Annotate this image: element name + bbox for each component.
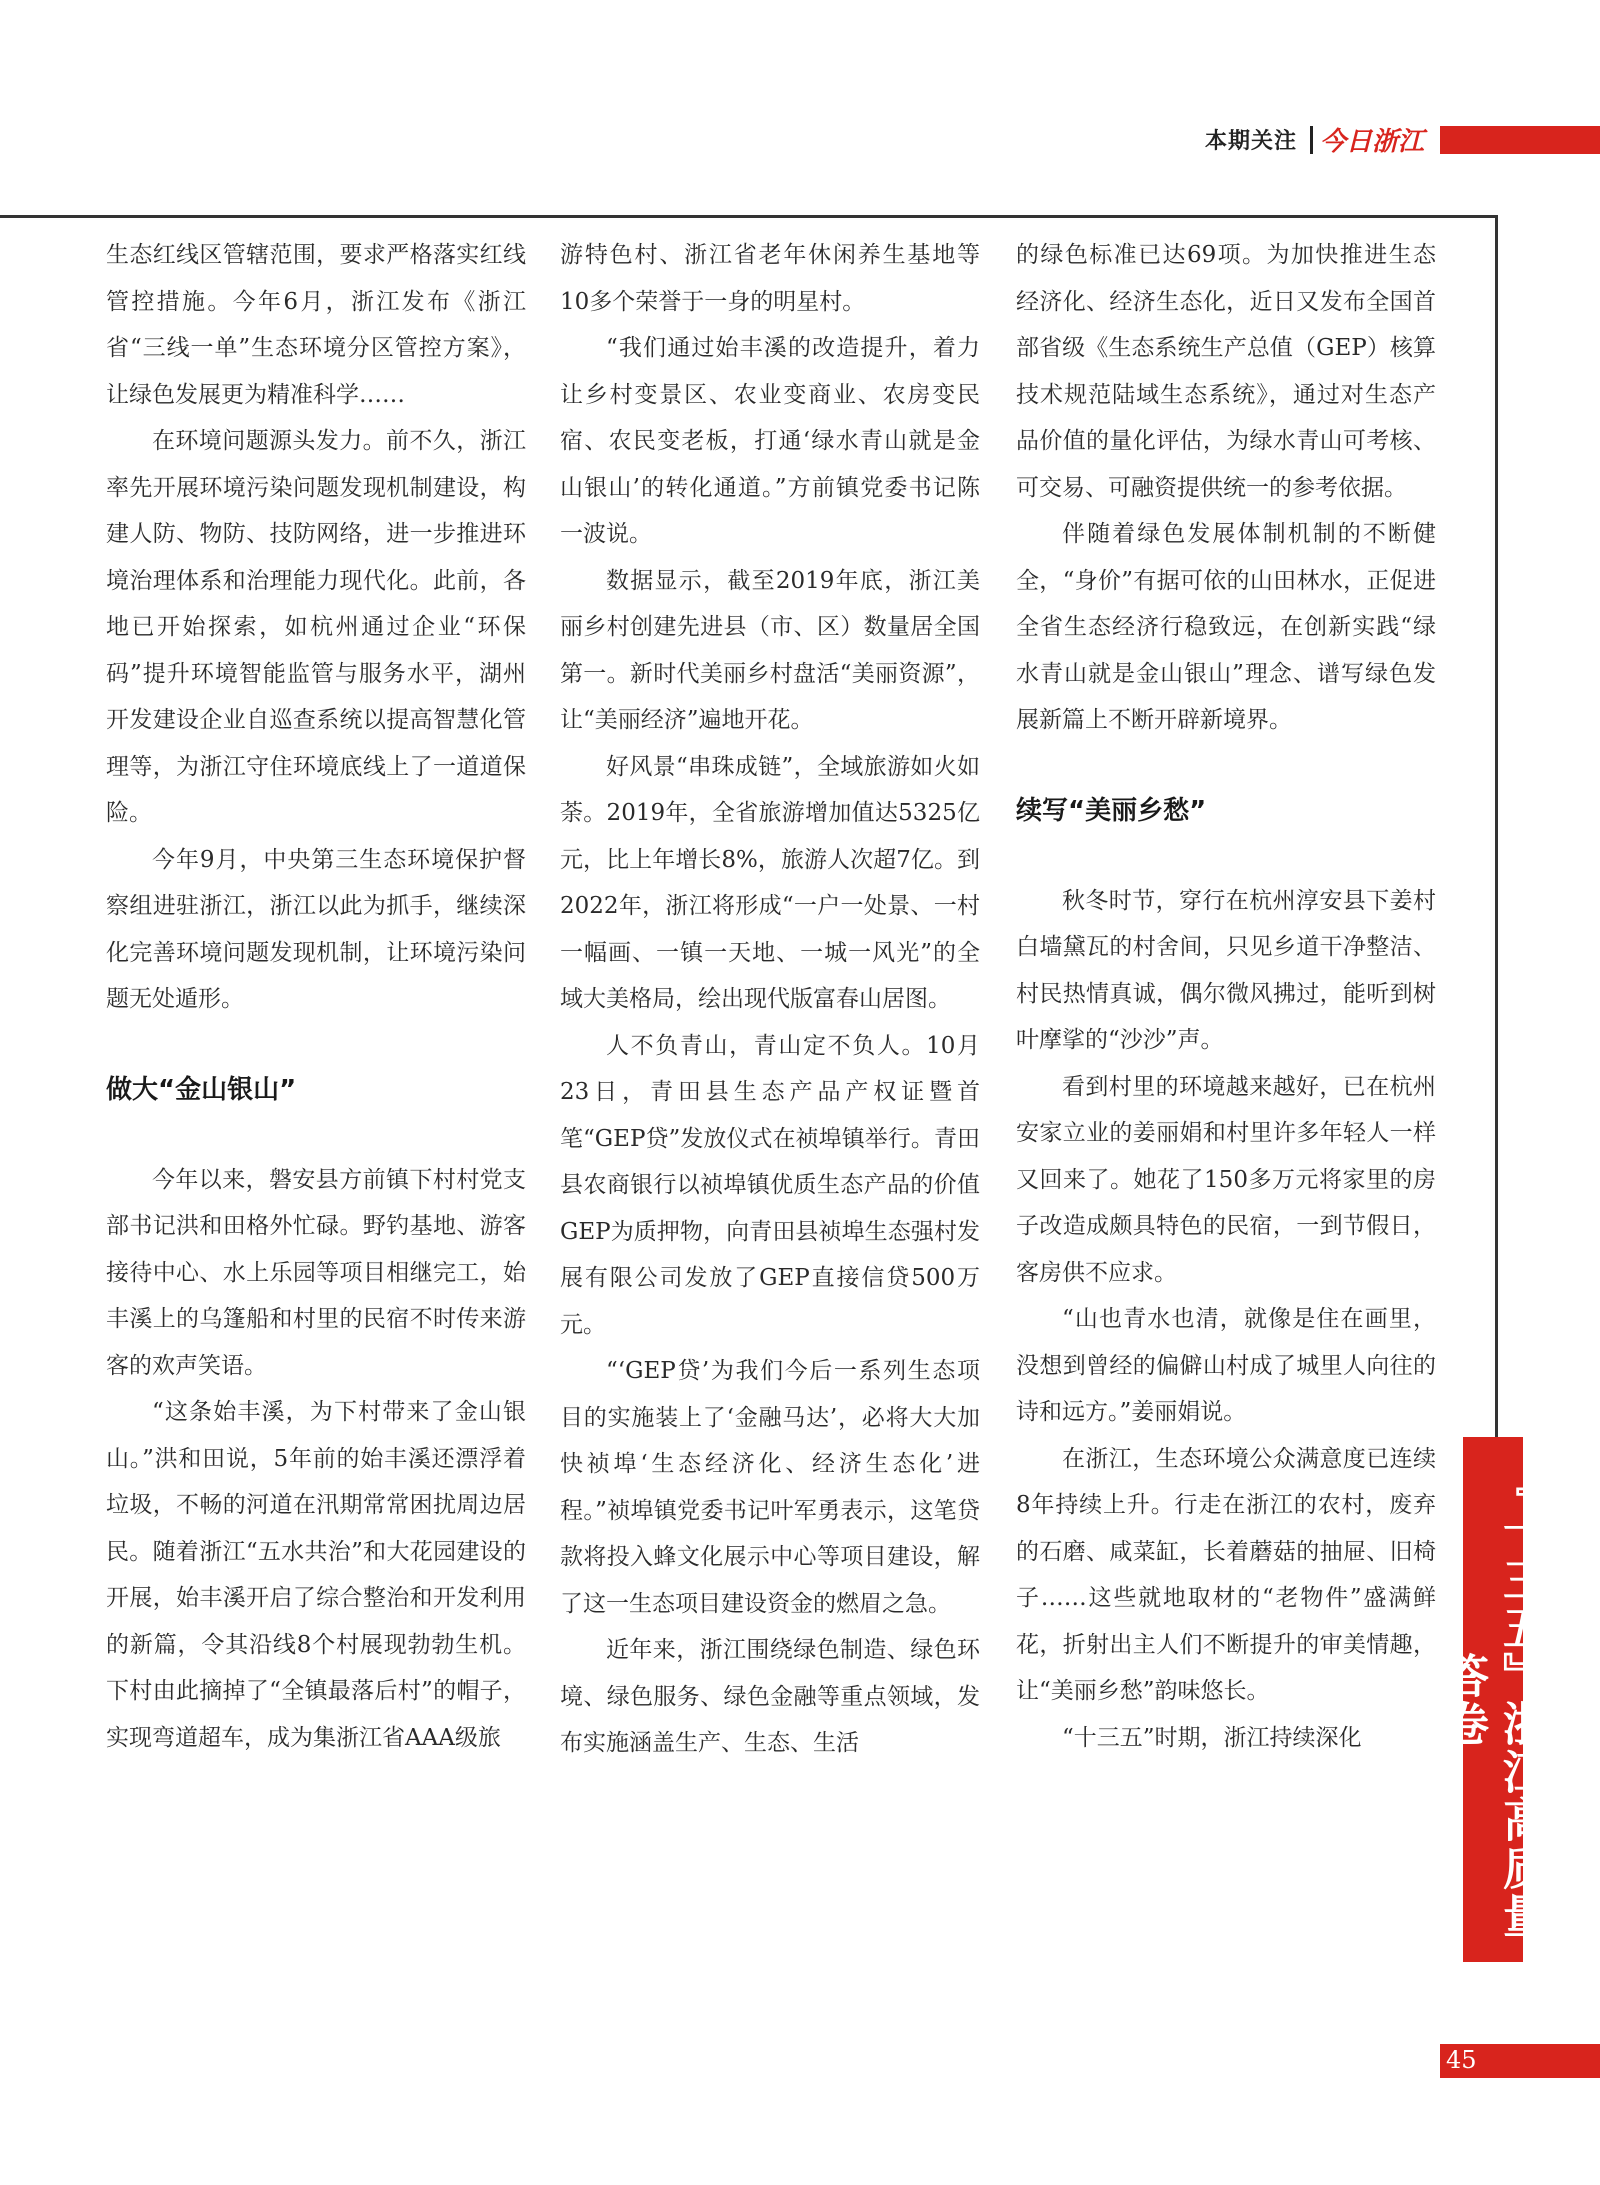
magazine-logo: 今日浙江 <box>1320 127 1425 157</box>
section-label: 本期关注 <box>1205 129 1298 154</box>
paragraph: 今年以来，磐安县方前镇下村村党支部书记洪和田格外忙碌。野钓基地、游客接待中心、水上乐园等项目相继完工，始丰溪上的乌篷船和村里的民宿不时传来游客的欢声笑语。 <box>106 1166 526 1379</box>
header-red-bar <box>1440 126 1600 154</box>
paragraph: “这条始丰溪，为下村带来了金山银山。”洪和田说，5年前的始丰溪还漂浮着垃圾，不畅的河道在汛期常常困扰周边居民。随着浙江“五水共治”和大花园建设的开展，始丰溪开启了综合整治和开发利用的新篇，令其沿线8个村展现勃勃生机。下村由此摘掉了“全镇最落后村”的帽子，实现弯道超车，成为集浙江省AAA级旅 <box>106 1399 526 1751</box>
paragraph: 伴随着绿色发展体制机制的不断健全，“身价”有据可依的山田林水，正促进全省生态经济行稳致远，在创新实践“绿水青山就是金山银山”理念、谱写绿色发展新篇上不断开辟新境界。 <box>1016 521 1436 733</box>
paragraph: “我们通过始丰溪的改造提升，着力让乡村变景区、农业变商业、农房变民宿、农民变老板，打通‘绿水青山就是金山银山’的转化通道。”方前镇党委书记陈一波说。 <box>560 335 980 547</box>
paragraph: 游特色村、浙江省老年休闲养生基地等10多个荣誉于一身的明星村。 <box>560 242 980 315</box>
paragraph: 的绿色标准已达69项。为加快推进生态经济化、经济生态化，近日又发布全国首部省级《生态系统生产总值（GEP）核算技术规范陆域生态系统》，通过对生态产品价值的量化评估，为绿水青山可考核、可交易、可融资提供统一的参考依据。 <box>1016 242 1436 501</box>
paragraph: “十三五”时期，浙江持续深化 <box>1062 1724 1362 1751</box>
paragraph: 今年9月，中央第三生态环境保护督察组进驻浙江，浙江以此为抓手，继续深化完善环境问题发现机制，让环境污染问题无处遁形。 <box>106 846 526 1012</box>
header-separator <box>1310 126 1313 154</box>
text-column-2 <box>560 232 980 1767</box>
page-header <box>0 122 1600 158</box>
right-rule <box>1495 215 1498 1440</box>
paragraph: 秋冬时节，穿行在杭州淳安县下姜村白墙黛瓦的村舍间，只见乡道干净整洁、村民热情真诚，偶尔微风拂过，能听到树叶摩挲的“沙沙”声。 <box>1016 887 1436 1053</box>
paragraph: 在环境问题源头发力。前不久，浙江率先开展环境污染问题发现机制建设，构建人防、物防、技防网络，进一步推进环境治理体系和治理能力现代化。此前，各地已开始探索，如杭州通过企业“环保码”提升环境智能监管与服务水平，湖州开发建设企业自巡查系统以提高智慧化管理等，为浙江守住环境底线上了一道道保险。 <box>106 428 526 826</box>
paragraph: 好风景“串珠成链”，全域旅游如火如荼。2019年，全省旅游增加值达5325亿元，比上年增长8%，旅游人次超7亿。到2022年，浙江将形成“一户一处景、一村一幅画、一镇一天地、一城一风光”的全域大美格局，绘出现代版富春山居图。 <box>560 753 980 1012</box>
text-column-1 <box>106 232 526 1761</box>
section-heading: 做大“金山银山” <box>106 1074 297 1105</box>
paragraph: 数据显示，截至2019年底，浙江美丽乡村创建先进县（市、区）数量居全国第一。新时代美丽乡村盘活“美丽资源”，让“美丽经济”遍地开花。 <box>560 567 980 733</box>
paragraph: “山也青水也清，就像是住在画里，没想到曾经的偏僻山村成了城里人向往的诗和远方。”姜丽娟说。 <box>1016 1306 1436 1425</box>
paragraph: 生态红线区管辖范围，要求严格落实红线管控措施。今年6月，浙江发布《浙江省“三线一单”生态环境分区管控方案》，让绿色发展更为精准科学…… <box>106 242 526 408</box>
paragraph: 近年来，浙江围绕绿色制造、绿色环境、绿色服务、绿色金融等重点领域，发布实施涵盖生产、生态、生活 <box>560 1637 980 1756</box>
top-rule <box>0 215 1498 218</box>
paragraph: 在浙江，生态环境公众满意度已连续8年持续上升。行走在浙江的农村，废弃的石磨、咸菜缸，长着蘑菇的抽屉、旧椅子……这些就地取材的“老物件”盛满鲜花，折射出主人们不断提升的审美情趣，让“美丽乡愁”韵味悠长。 <box>1016 1445 1436 1704</box>
paragraph: “‘GEP贷’为我们今后一系列生态项目的实施装上了‘金融马达’，必将大大加快祯埠‘生态经济化、经济生态化’进程。”祯埠镇党委书记叶军勇表示，这笔贷款将投入蜂文化展示中心等项目建设，解了这一生态项目建设资金的燃眉之急。 <box>560 1358 980 1617</box>
page-number: 45 <box>1446 2046 1477 2074</box>
section-heading: 续写“美丽乡愁” <box>1016 795 1207 826</box>
text-column-3 <box>1016 232 1436 1761</box>
paragraph: 人不负青山，青山定不负人。10月23日，青田县生态产品产权证暨首笔“GEP贷”发放仪式在祯埠镇举行。青田县农商银行以祯埠镇优质生态产品的价值GEP为质押物，向青田县祯埠生态强村发展有限公司发放了GEP直接信贷500万元。 <box>560 1032 980 1338</box>
paragraph: 看到村里的环境越来越好，已在杭州安家立业的姜丽娟和村里许多年轻人一样又回来了。她花了150多万元将家里的房子改造成颇具特色的民宿，一到节假日，客房供不应求。 <box>1016 1073 1436 1286</box>
series-title-banner: 『十三五』浙江高质量答卷 <box>1463 1437 1523 1962</box>
